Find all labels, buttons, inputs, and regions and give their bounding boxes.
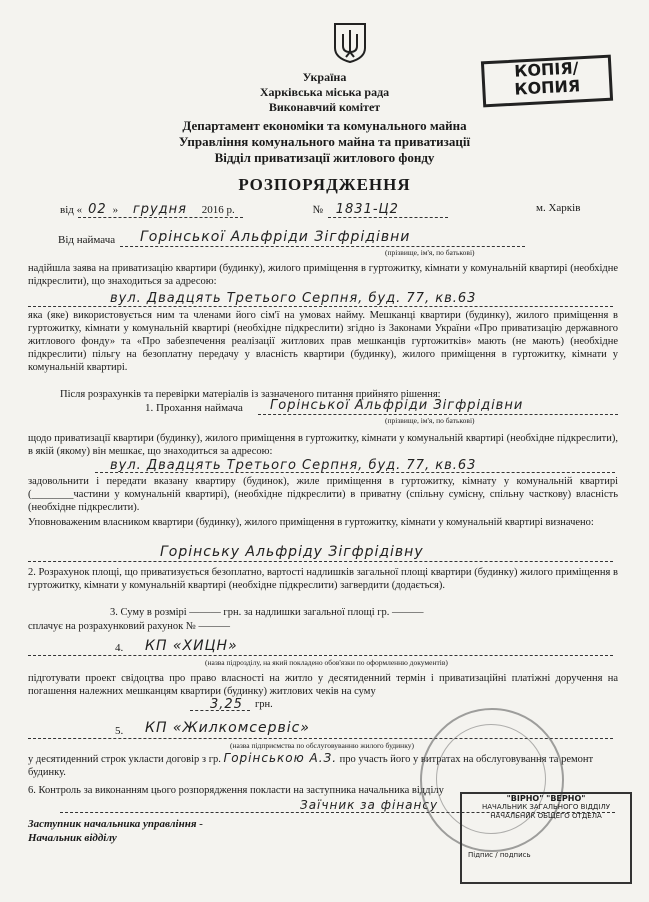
doc-number: 1831-Ц2 xyxy=(335,202,399,217)
p12-handwritten: Заїчник за фінансу xyxy=(300,798,439,812)
date-line: від « 02 » грудня 2016 р. № 1831-Ц2 м. Харків xyxy=(60,202,581,217)
date-year: 2016 xyxy=(201,204,224,216)
paragraph-8: 3. Суму в розмірі ——— грн. за надлишки загальної площі гр. ——— xyxy=(110,607,424,618)
stamp-line-2: НАЧАЛЬНИК ЗАГАЛЬНОГО ВІДДІЛУ xyxy=(482,803,610,811)
date-prefix: від « xyxy=(60,204,83,216)
paragraph-4: щодо приватизації квартири (будинку), жилого приміщення в гуртожитку, кімнати у комунальній квартирі (необхідне підкреслити), в якій (якому) він мешкає, що знаходиться за адресою: xyxy=(28,433,618,457)
item5-label: 5. xyxy=(115,725,124,737)
paragraph-10: підготувати проект свідоцтва про право власності на житло у десятиденний термін і приватизаційні платіжні доручення на погашення належних мешканцям квартири (будинку) житлових чеків на суму xyxy=(28,673,618,697)
sum-value: 3,25 xyxy=(210,697,243,712)
date-day: 02 xyxy=(88,202,107,217)
p11-start: у десятиденний строк укласти договір з гр. xyxy=(28,754,221,765)
p11-name: Горінською А.З. xyxy=(223,751,338,765)
number-underline xyxy=(328,217,448,218)
p11-end: про участь його у витратах на обслуговування та ремонт будинку. xyxy=(28,754,594,778)
certification-stamp xyxy=(460,792,632,884)
division: Відділ приватизації житлового фонду xyxy=(214,150,435,165)
number-label: № xyxy=(312,204,323,216)
department: Департамент економіки та комунального майна xyxy=(182,118,467,133)
item4-label: 4. xyxy=(115,642,124,654)
address: вул. Двадцять Третього Серпня, буд. 77, кв.63 xyxy=(110,291,477,306)
item1-name: Горінської Альфріди Зігфрідівни xyxy=(270,398,524,413)
paragraph-5: задовольнити і передати вказану квартиру (будинок), жиле приміщення в гуртожитку, кімнату у комунальній квартирі (________частини у комунальній квартирі), (необхідне підкреслити) в приватну (спільну сумісну, спільну часткову) власність (необхідне підкреслити). xyxy=(28,476,618,513)
paragraph-6: Уповноваженим власником квартири (будинку), жилого приміщення в гуртожитку, кімнати у комунальній квартирі визначено: xyxy=(28,517,594,528)
item1-name-hint: (прізвище, ім'я, по батькові) xyxy=(385,416,475,425)
sum-suffix: грн. xyxy=(255,699,273,710)
item4-hint: (назва підрозділу, на який покладено обов'язки по оформленню документів) xyxy=(205,658,448,667)
stamp-line-1: "ВІРНО" "ВЕРНО" xyxy=(506,794,586,803)
administration: Управління комунального майна та приватизації xyxy=(178,134,471,149)
stamp-line-4: Підпис / подпись xyxy=(468,851,531,859)
signature-line-2: Начальник відділу xyxy=(28,832,117,844)
date-year-suffix: р. xyxy=(226,204,235,216)
stamp-line-3: НАЧАЛЬНИК ОБЩЕГО ОТДЕЛА xyxy=(490,812,602,820)
country: Україна xyxy=(302,70,347,84)
tenant-name-hint: (прізвище, ім'я, по батькові) xyxy=(385,248,475,257)
date-month: грудня xyxy=(132,202,187,217)
item1-label: 1. Прохання наймача xyxy=(145,402,243,414)
tenant-label: Від наймача xyxy=(58,234,116,246)
address-2: вул. Двадцять Третього Серпня, буд. 77, кв.63 xyxy=(110,458,477,473)
date-underline xyxy=(78,217,243,218)
paragraph-3: Після розрахунків та перевірки матеріалів із зазначеного питання прийнято рішення: xyxy=(60,389,441,400)
item5-value: КП «Жилкомсервіс» xyxy=(145,720,310,736)
item4-underline xyxy=(28,655,613,656)
council: Харківська міська рада xyxy=(259,85,390,99)
tenant-name: Горінської Альфріди Зігфрідівни xyxy=(140,229,411,245)
copy-stamp: КОПІЯ/ КОПИЯ xyxy=(481,55,613,108)
address-underline xyxy=(28,306,613,307)
paragraph-9: сплачує на розрахунковий рахунок № ——— xyxy=(28,621,230,632)
owner-name: Горінську Альфріду Зігфрідівну xyxy=(160,544,424,560)
paragraph-7: 2. Розрахунок площі, що приватизується безоплатно, вартості надлишків загальної площі квартири (будинку) жилого приміщення в гуртожитку, кімнати у комунальній квартирі (необхідне підкреслити) загвердити (додається). xyxy=(28,567,618,591)
item1-underline xyxy=(258,414,618,415)
coat-of-arms-icon xyxy=(333,22,367,64)
committee: Виконавчий комітет xyxy=(268,100,381,114)
paragraph-2: яка (яке) використовується ним та членами його сім'ї на умовах найму. Мешканці квартири (будинку), жилого приміщення в гуртожитку, кімнати у комунальній квартирі (необхідне підкреслити) згідно із Законами України «Про приватизацію державного житлового фонду» та «Про забезпечення реалізації житлових прав мешканців гуртожитків» мають (не мають) (необхідне підкреслити) пільгу на безоплатну передачу у власність квартири (будинку), жилого приміщення в гуртожитку, кімнати у комунальній квартирі. xyxy=(28,310,618,373)
document-title: РОЗПОРЯДЖЕННЯ xyxy=(238,175,411,194)
tenant-underline xyxy=(120,246,525,247)
item4-value: КП «ХИЦН» xyxy=(145,638,238,654)
address2-underline xyxy=(95,472,615,473)
paragraph-1: надійшла заява на приватизацію квартири (будинку), жилого приміщення в гуртожитку, кімнати у комунальній квартирі (необхідне підкреслити), що знаходиться за адресою: xyxy=(28,263,618,287)
item5-hint: (назва підприємства по обслуговуванню жилого будинку) xyxy=(230,741,414,750)
city: м. Харків xyxy=(536,202,581,214)
sum-underline xyxy=(190,710,250,711)
paragraph-12: 6. Контроль за виконанням цього розпорядження покласти на заступника начальника відділу xyxy=(28,785,444,796)
owner-underline xyxy=(28,561,613,562)
signature-line-1: Заступник начальника управління - xyxy=(28,818,203,830)
